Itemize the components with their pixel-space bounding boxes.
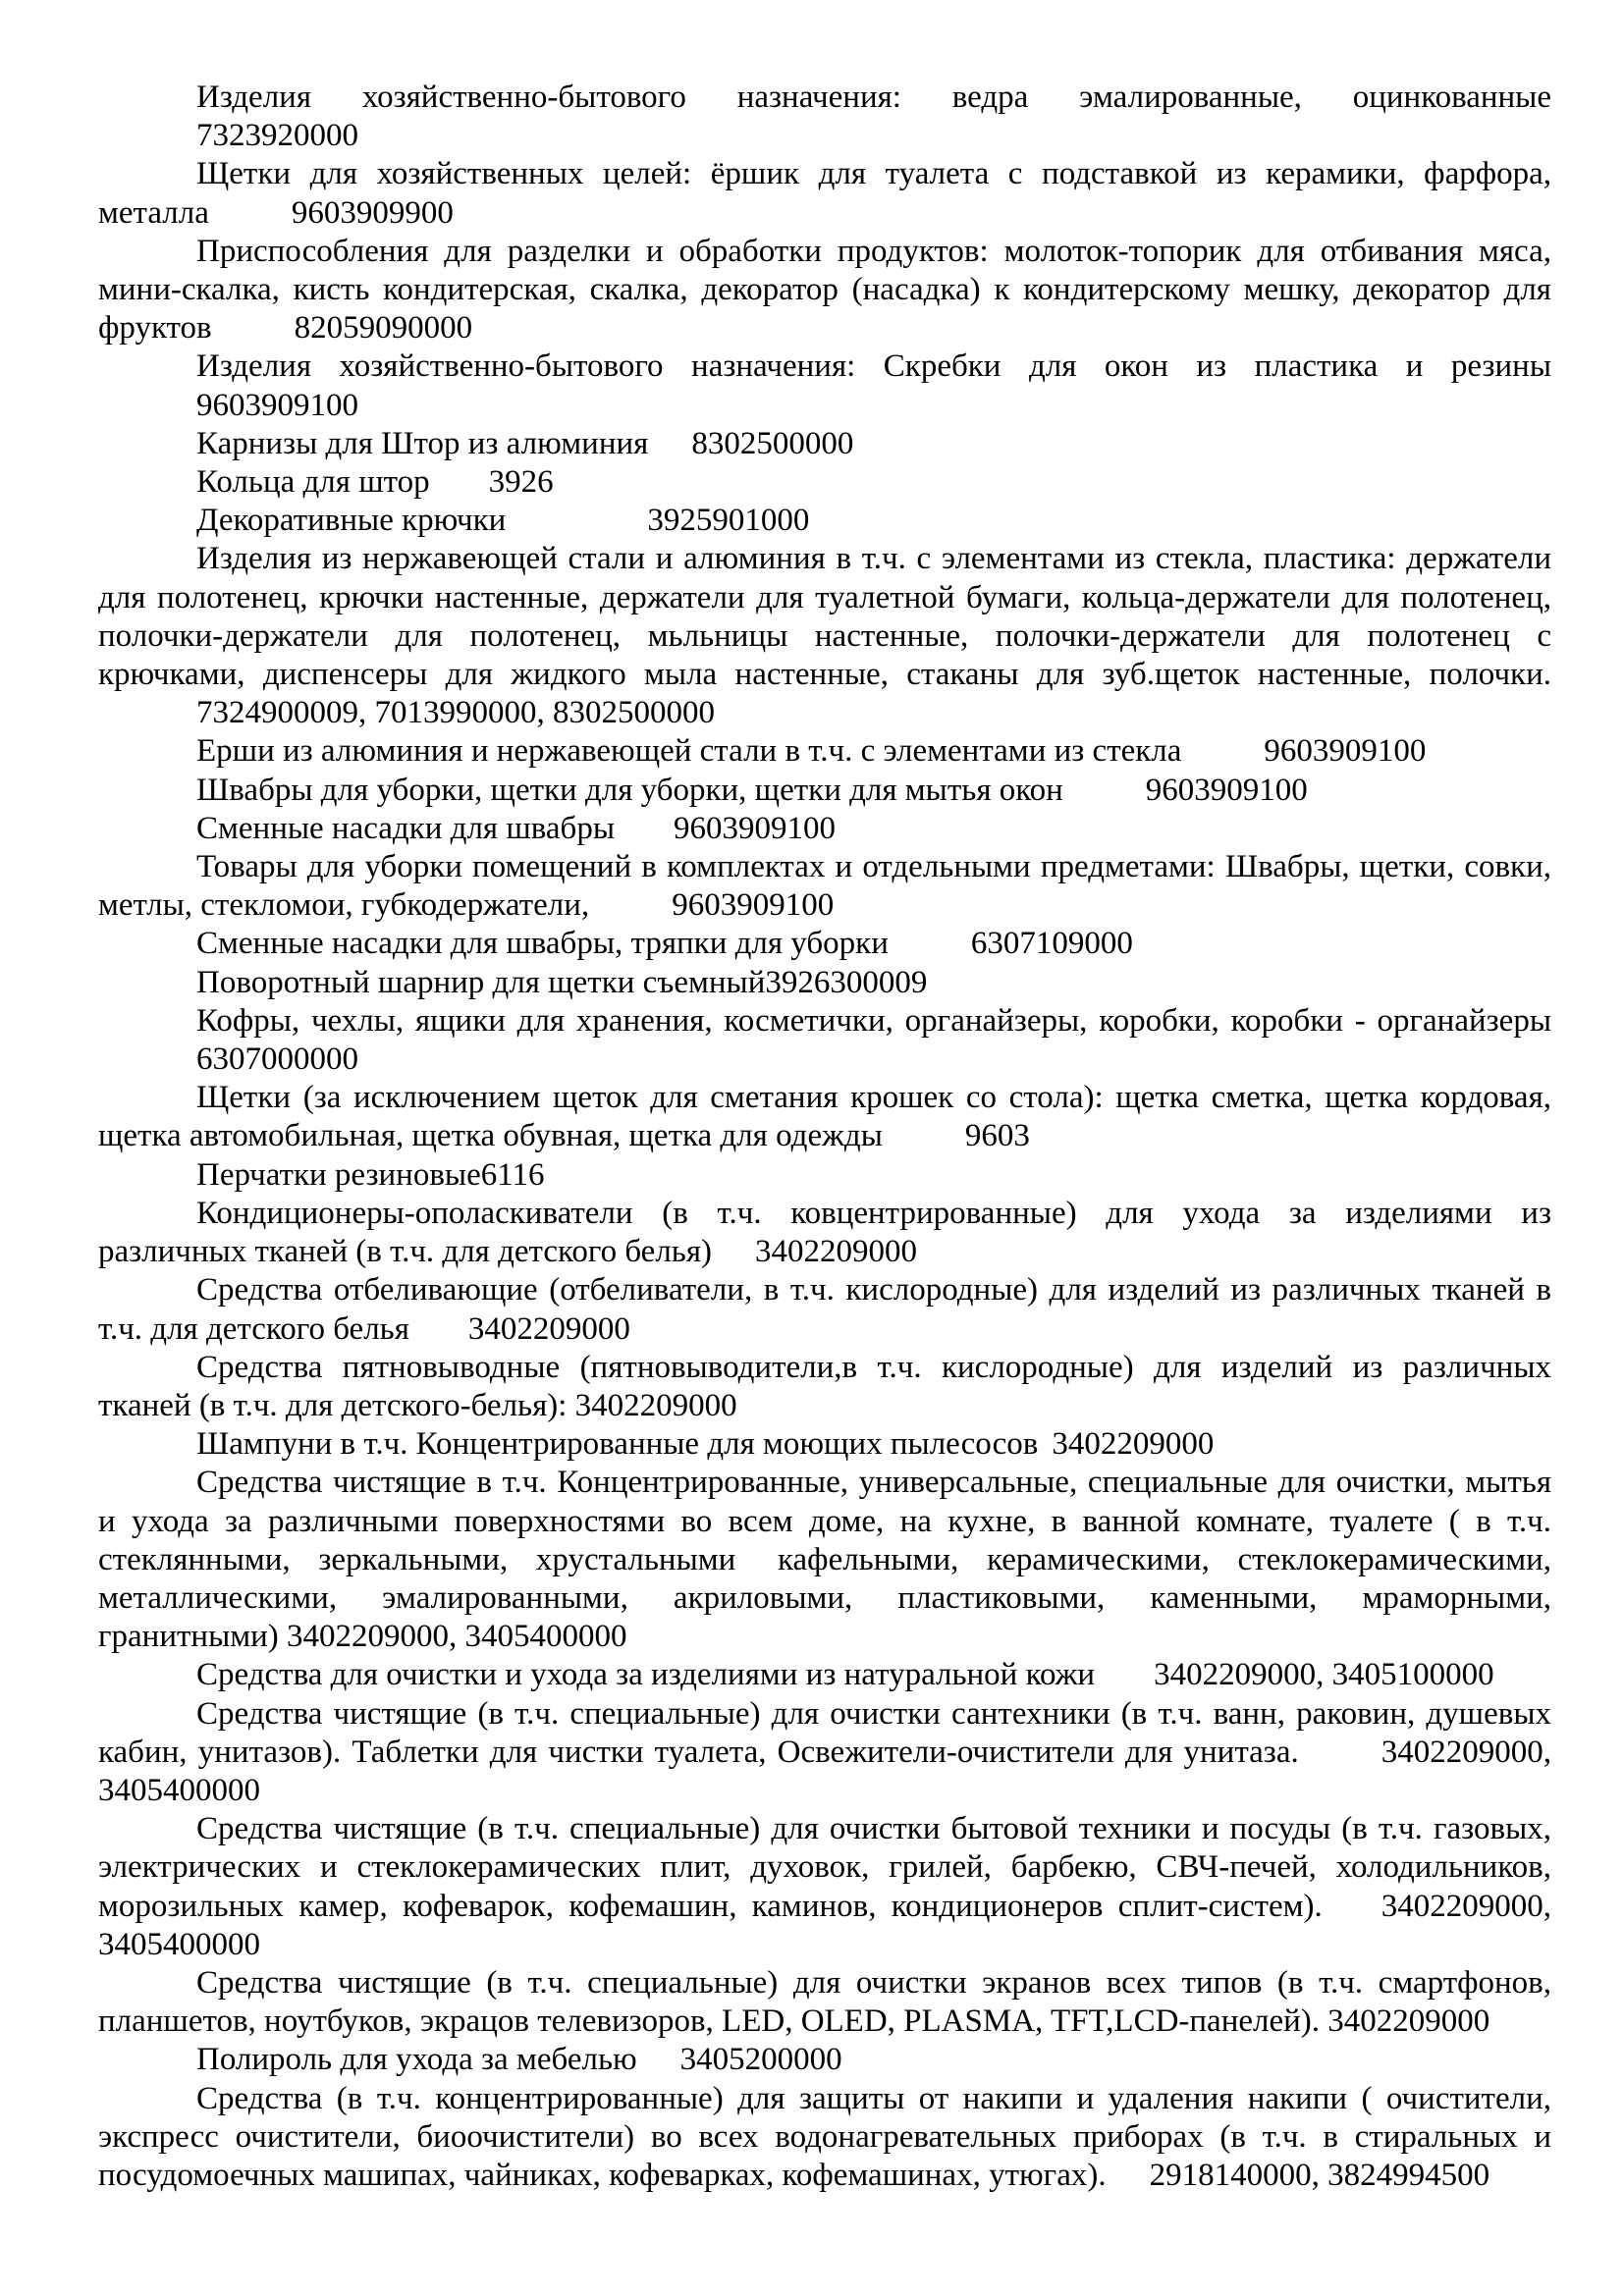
tab-spacer — [409, 1338, 468, 1339]
tab-spacer — [430, 491, 489, 492]
text-line: и ухода за различными поверхностями во всем доме, на кухне, в ванной комнате, туалете ( в т.ч. — [98, 1503, 1551, 1539]
text-line: мини-скалка, кисть кондитерская, скалка, декоратор (насадка) к кондитерскому мешку, декоратор для — [98, 272, 1551, 308]
text-line: металлическими, эмалированными, акриловыми, пластиковыми, каменными, мраморными, — [98, 1579, 1551, 1616]
text-line: т.ч. для детского белья 3402209000 — [98, 1310, 630, 1347]
text-line: метлы, стекломои, губкодержатели, 9603909100 — [98, 887, 835, 924]
text-line: тканей (в т.ч. для детского-белья): 3402209000 — [98, 1387, 737, 1423]
text-line: Кофры, чехлы, ящики для хранения, косметички, органайзеры, коробки, коробки - органайзеры — [196, 1002, 1551, 1039]
text-line: Декоративные крючки 3925901000 — [196, 503, 810, 539]
text-line: электрических и стеклокерамических плит, духовок, грилей, барбекю, СВЧ-печей, холодильников, — [98, 1849, 1551, 1886]
text-line: Карнизы для Штор из алюминия 8302500000 — [196, 425, 854, 461]
text-line: Поворотный шарнир для щетки съемный3926300009 — [196, 964, 928, 1000]
text-line: Средства чистящие в т.ч. Концентрированные, универсальные, специальные для очистки, мытья — [196, 1465, 1551, 1501]
text-line: Изделия хозяйственно-бытового назначения: ведра эмалированные, оцинкованные — [196, 80, 1551, 115]
text-line: Средства чистящие (в т.ч. специальные) для очистки экранов всех типов (в т.ч. смартфонов, — [196, 1964, 1551, 2001]
text-line: Перчатки резиновые6116 — [196, 1156, 545, 1193]
text-line: крючками, диспенсеры для жидкого мыла настенные, стаканы для зуб.щеток настенные, полочки. — [98, 657, 1551, 693]
text-line: гранитными) 3402209000, 3405400000 — [98, 1619, 627, 1655]
tab-spacer — [1063, 799, 1146, 800]
text-line: фруктов 82059090000 — [98, 310, 473, 347]
text-line: планшетов, ноутбуков, экрацов телевизоров, LED, OLED, PLASMA, TFT,LCD-панелей). 3402209000 — [98, 2003, 1490, 2040]
text-line: Изделия хозяйственно-бытового назначения: Скребки для окон из пластика и резины — [196, 348, 1551, 385]
tab-spacer — [209, 222, 292, 223]
text-line: Приспособления для разделки и обработки продуктов: молоток-топорик для отбивания мяса, — [196, 233, 1551, 269]
text-line: 6307000000 — [196, 1041, 358, 1078]
tab-spacer — [212, 337, 295, 338]
text-line: полочки-держатели для полотенец, мьльницы настенные, полочки-держатели для полотенец с — [98, 617, 1551, 654]
text-line: Кондиционеры-ополаскиватели (в т.ч. ковцентрированные) для ухода за изделиями из — [196, 1195, 1551, 1231]
tab-spacer — [1323, 1915, 1381, 1916]
text-line: Средства для очистки и ухода за изделиями из натуральной кожи 3402209000, 3405100000 — [196, 1657, 1494, 1693]
tab-spacer — [883, 1145, 965, 1146]
text-line: Щетки для хозяйственных целей: ёршик для туалета с подставкой из керамики, фарфора, — [196, 156, 1551, 192]
tab-spacer — [1038, 1453, 1052, 1454]
text-line: Средства (в т.ч. концентрированные) для защиты от накипи и удаления накипи ( очистители, — [196, 2080, 1551, 2116]
tab-spacer — [589, 914, 672, 915]
tab-spacer — [506, 529, 647, 530]
text-line: Сменные насадки для швабры, тряпки для уборки 6307109000 — [196, 926, 1133, 962]
text-line: Средства чистящие (в т.ч. специальные) для очистки бытовой техники и посуды (в т.ч. газовых, — [196, 1811, 1551, 1847]
tab-spacer — [1299, 1761, 1381, 1762]
text-line: 7324900009, 7013990000, 8302500000 — [196, 695, 715, 731]
text-line: кабин, унитазов). Таблетки для чистки туалета, Освежители-очистители для унитаза. 3402209000, — [98, 1734, 1551, 1770]
text-line: Средства чистящие (в т.ч. специальные) для очистки сантехники (в т.ч. ванн, раковин, душевых — [196, 1695, 1551, 1732]
text-line: Полироль для ухода за мебелью 3405200000 — [196, 2042, 842, 2078]
text-line: 3405400000 — [98, 1926, 260, 1962]
text-line: металла 9603909900 — [98, 194, 454, 231]
tab-spacer — [712, 1260, 755, 1261]
text-line: экспресс очистители, биоочистители) во всех водонагревательных приборах (в т.ч. в стиральных и — [98, 2118, 1551, 2155]
tab-spacer — [735, 1569, 749, 1570]
tab-spacer — [1107, 2184, 1150, 2185]
text-line: Швабры для уборки, щетки для уборки, щетки для мытья окон 9603909100 — [196, 772, 1308, 808]
tab-spacer — [615, 837, 674, 838]
tab-spacer — [637, 2068, 680, 2069]
text-line: для полотенец, крючки настенные, держатели для туалетной бумаги, кольца-держатели для полотенец, — [98, 579, 1551, 615]
tab-spacer — [889, 952, 971, 953]
text-line: Кольца для штор 3926 — [196, 464, 554, 501]
text-line: Ерши из алюминия и нержавеющей стали в т.ч. с элементами из стекла 9603909100 — [196, 733, 1427, 770]
text-line: Шампуни в т.ч. Концентрированные для моющих пылесосов 3402209000 — [196, 1426, 1215, 1463]
text-line: морозильных камер, кофеварок, кофемашин, каминов, кондиционеров сплит-систем). 3402209000, — [98, 1888, 1551, 1924]
text-line: Средства отбеливающие (отбеливатели, в т.ч. кислородные) для изделий из различных тканей в — [196, 1272, 1551, 1308]
text-line: щетка автомобильная, щетка обувная, щетка для одежды 9603 — [98, 1118, 1030, 1154]
text-line: 3405400000 — [98, 1772, 260, 1808]
text-line: Сменные насадки для швабры 9603909100 — [196, 810, 837, 846]
text-line: посудомоечных машипах, чайниках, кофеварках, кофемашинах, утюгах). 2918140000, 3824994500 — [98, 2157, 1490, 2193]
tab-spacer — [648, 453, 691, 454]
text-line: стеклянными, зеркальными, хрустальными кафельными, керамическими, стеклокерамическими, — [98, 1541, 1551, 1577]
text-line: Щетки (за исключением щеток для сметания крошек со стола): щетка сметка, щетка кордовая, — [196, 1080, 1551, 1116]
text-line: Товары для уборки помещений в комплектах и отдельными предметами: Швабры, щетки, совки, — [196, 849, 1551, 885]
text-line: Изделия из нержавеющей стали и алюминия в т.ч. с элементами из стекла, пластика: держатели — [196, 541, 1551, 577]
text-line: 9603909100 — [196, 387, 358, 423]
text-line: 7323920000 — [196, 118, 358, 154]
tab-spacer — [1095, 1683, 1154, 1684]
text-line: Средства пятновыводные (пятновыводители,в т.ч. кислородные) для изделий из различных — [196, 1349, 1551, 1385]
text-body — [98, 79, 1551, 2195]
tab-spacer — [1181, 760, 1264, 761]
text-line: различных тканей (в т.ч. для детского белья) 3402209000 — [98, 1234, 918, 1270]
